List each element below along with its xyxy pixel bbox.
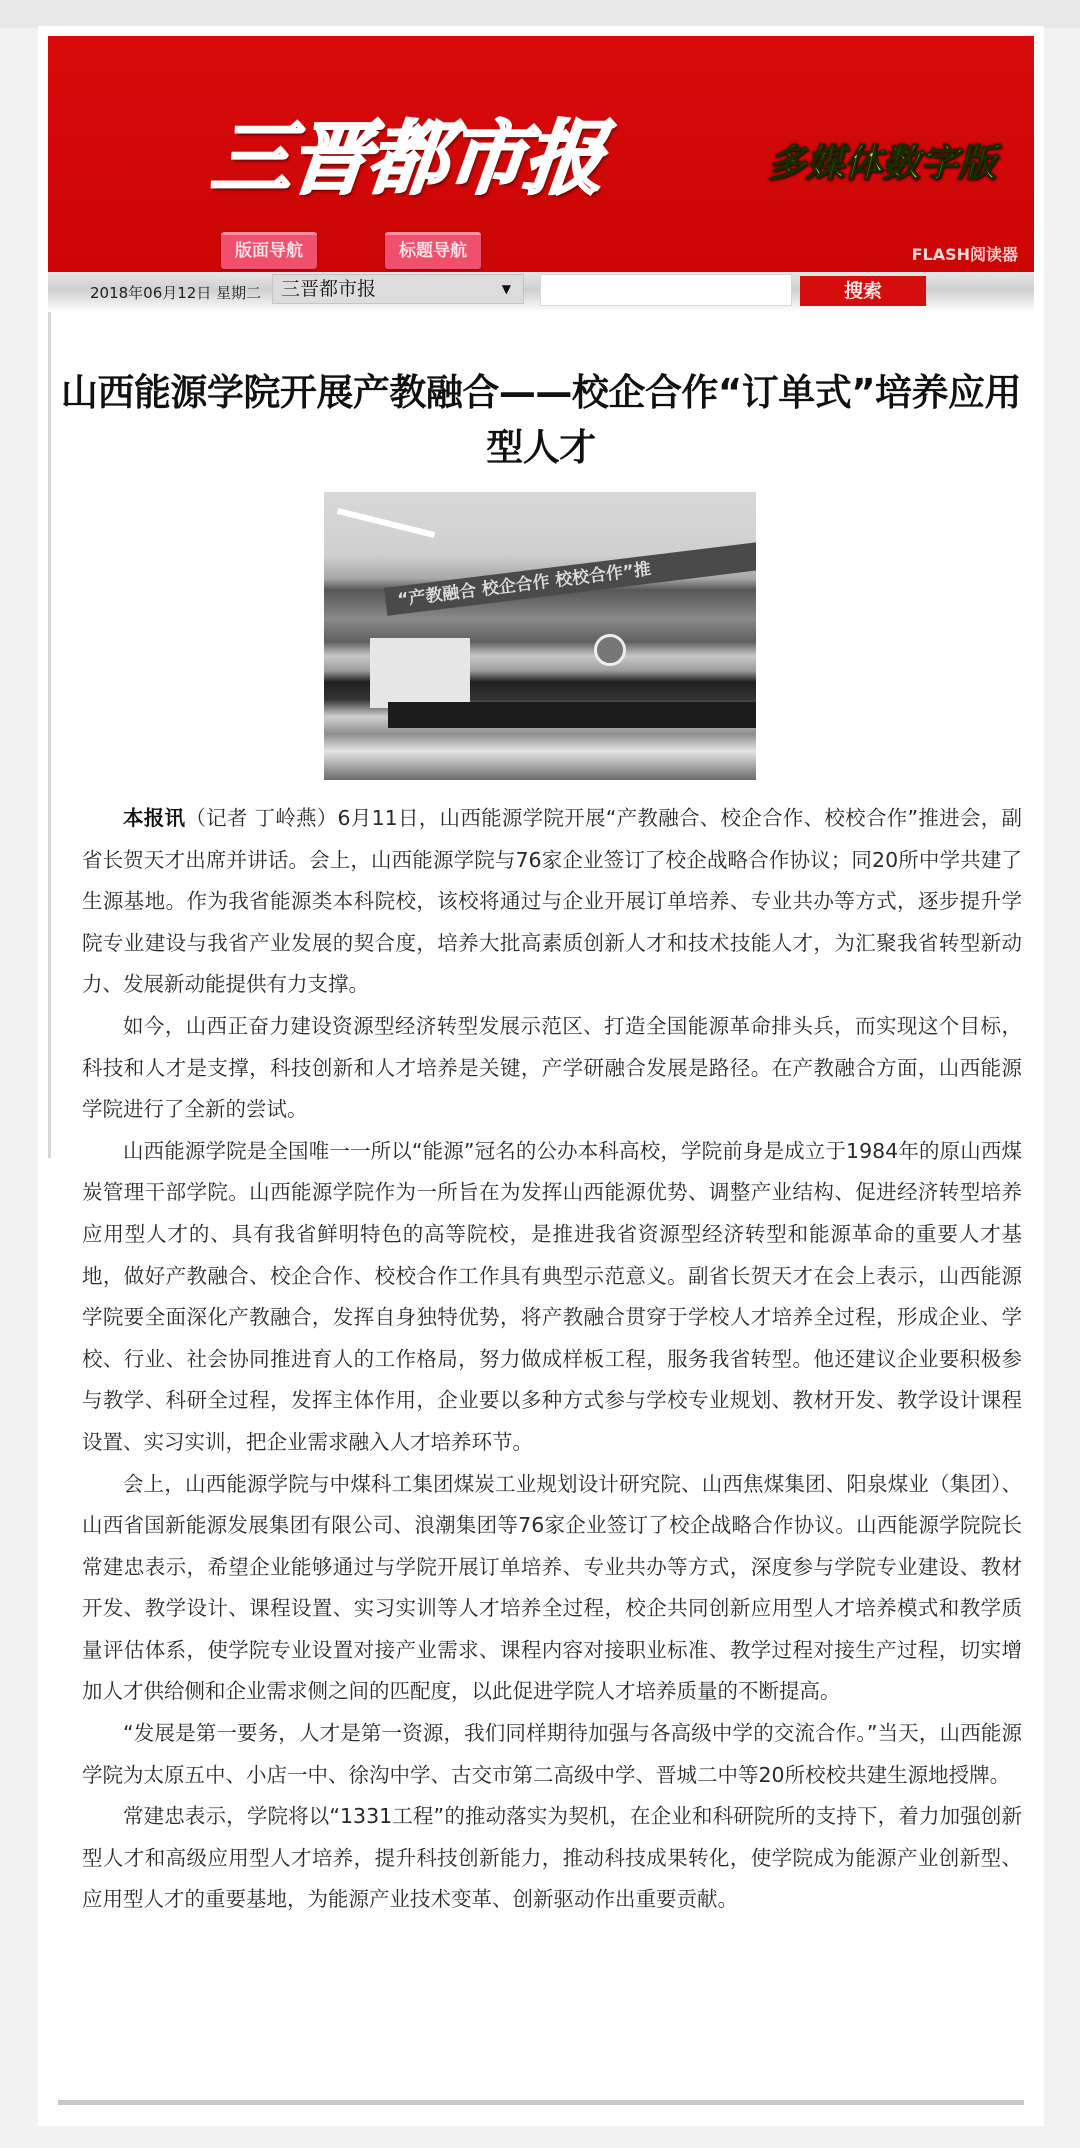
search-input[interactable]	[540, 274, 792, 306]
article-paragraph: “发展是第一要务，人才是第一资源，我们同样期待加强与各高级中学的交流合作。”当天，山西能源学院为太原五中、小店一中、徐沟中学、古交市第二高级中学、晋城二中等20所校校共建生源地授牌。	[82, 1721, 1022, 1787]
conference-photo	[324, 492, 756, 780]
article-paragraph: 如今，山西正奋力建设资源型经济转型发展示范区、打造全国能源革命排头兵，而实现这个目标，科技和人才是支撑，科技创新和人才培养是关键，产学研融合发展是路径。在产教融合方面，山西能源学院进行了全新的尝试。	[82, 1013, 1022, 1122]
newspaper-page	[38, 26, 1044, 2126]
photo-detail	[388, 702, 756, 728]
paper-select[interactable]	[272, 274, 524, 304]
left-divider	[48, 312, 51, 1158]
paper-select-value: 三晋都市报	[281, 278, 377, 300]
photo-detail	[337, 508, 435, 538]
page-nav-button[interactable]: 版面导航	[221, 232, 317, 269]
article-paragraph: 山西能源学院是全国唯一一所以“能源”冠名的公办本科高校，学院前身是成立于1984年的原山西煤炭管理干部学院。山西能源学院作为一所旨在为发挥山西能源优势、调整产业结构、促进经济转型培养应用型人才的、具有我省鲜明特色的高等院校，是推进我省资源型经济转型和能源革命的重要人才基地，做好产教融合、校企合作、校校合作工作具有典型示范意义。副省长贺天才在会上表示，山西能源学院要全面深化产教融合，发挥自身独特优势，将产教融合贯穿于学校人才培养全过程，形成企业、学校、行业、社会协同推进育人的工作格局，努力做成样板工程，服务我省转型。他还建议企业要积极参与教学、科研全过程，发挥主体作用，企业要以多种方式参与学校专业规划、教材开发、教学设计课程设置、实习实训，把企业需求融入人才培养环节。	[82, 1138, 1022, 1454]
article-body	[82, 798, 1022, 1921]
newspaper-logo[interactable]: 三晋都市报	[207, 111, 608, 205]
search-button[interactable]: 搜索	[800, 276, 926, 306]
photo-banner-text: “产教融合 校企合作 校校合作”推	[384, 540, 756, 616]
article-paragraph: 常建忠表示，学院将以“1331工程”的推动落实为契机，在企业和科研院所的支持下，着力加强创新型人才和高级应用型人才培养，提升科技创新能力，推动科技成果转化，使学院成为能源产业创新型、应用型人才的重要基地，为能源产业技术变革、创新驱动作出重要贡献。	[82, 1804, 1022, 1912]
flash-reader-link[interactable]: FLASH阅读器	[911, 245, 1018, 264]
emblem-icon	[594, 634, 626, 666]
bottom-divider	[58, 2100, 1024, 2105]
toolbar	[48, 272, 1034, 312]
title-nav-button[interactable]: 标题导航	[385, 232, 481, 269]
masthead	[48, 36, 1034, 272]
article-lead: 本报讯	[123, 806, 186, 830]
top-band	[0, 0, 1080, 28]
article-paragraph: 会上，山西能源学院与中煤科工集团煤炭工业规划设计研究院、山西焦煤集团、阳泉煤业（集团）、山西省国新能源发展集团有限公司、浪潮集团等76家企业签订了校企战略合作协议。山西能源学院院长常建忠表示，希望企业能够通过与学院开展订单培养、专业共办等方式，深度参与学院专业建设、教材开发、教学设计、课程设置、实习实训等人才培养全过程，校企共同创新应用型人才培养模式和教学质量评估体系，使学院专业设置对接产业需求、课程内容对接职业标准、教学过程对接生产过程，切实增加人才供给侧和企业需求侧之间的匹配度，以此促进学院人才培养质量的不断提高。	[82, 1471, 1022, 1704]
issue-date: 2018年06月12日 星期二	[90, 284, 262, 302]
article-title: 山西能源学院开展产教融合——校企合作“订单式”培养应用型人才	[60, 370, 1022, 469]
chevron-down-icon: ▼	[501, 282, 511, 296]
photo-detail	[370, 638, 470, 708]
article-paragraph: 本报讯（记者 丁岭燕）6月11日，山西能源学院开展“产教融合、校企合作、校校合作”推进会，副省长贺天才出席并讲话。会上，山西能源学院与76家企业签订了校企战略合作协议；同20所中学共建了生源基地。作为我省能源类本科院校，该校将通过与企业开展订单培养、专业共办等方式，逐步提升学院专业建设与我省产业发展的契合度，培养大批高素质创新人才和技术技能人才，为汇聚我省转型新动力、发展新动能提供有力支撑。	[82, 806, 1022, 997]
edition-label: 多媒体数字版	[767, 141, 996, 185]
